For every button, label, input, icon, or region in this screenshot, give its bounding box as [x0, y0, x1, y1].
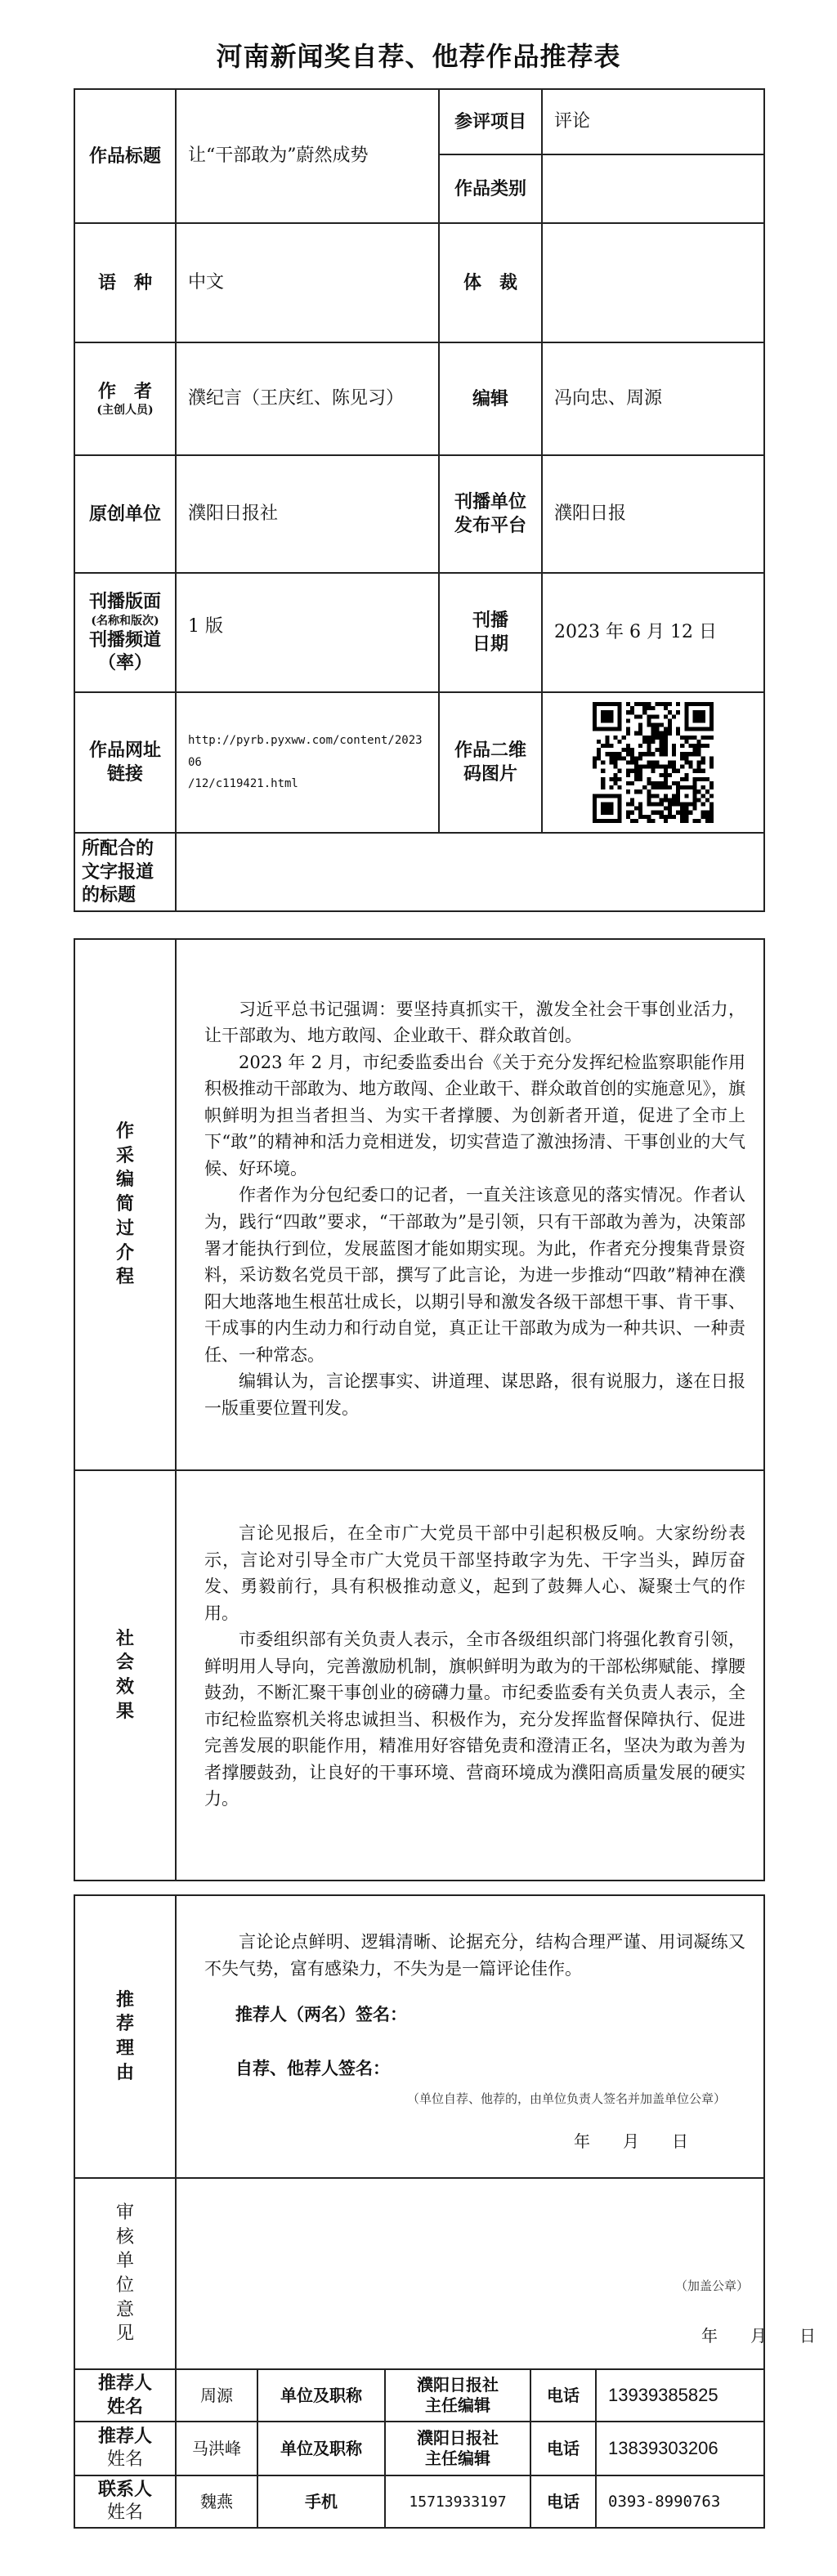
qr-code-icon [593, 702, 714, 823]
date-label-line2: 日期 [472, 633, 508, 655]
contact-mobile: 15713933197 [385, 2475, 530, 2528]
recommender2-label-line2: 姓名 [106, 2449, 143, 2470]
reason-note: （单位自荐、他荐的，由单位负责人签名并加盖单位公章） [406, 2091, 726, 2107]
url-label-line1: 作品网址 [88, 740, 161, 762]
recommender2-label [74, 2422, 176, 2475]
language-label: 语 种 [74, 223, 176, 342]
author-label-cell [74, 342, 176, 455]
process-content [176, 939, 764, 1470]
effect-label-cell [74, 1470, 176, 1881]
recommender1-label-line2: 姓名 [106, 2396, 143, 2417]
qr-label-line1: 作品二维 [454, 740, 526, 762]
origin-value: 濮阳日报社 [176, 455, 439, 573]
info-table [74, 88, 765, 912]
review-label-cell [74, 2178, 176, 2369]
url-value[interactable] [176, 692, 439, 833]
recommender1-label [74, 2369, 176, 2422]
review-seal: （加盖公章） [675, 2279, 750, 2293]
qr-label-line2: 码图片 [463, 763, 517, 785]
contact-name: 魏燕 [176, 2475, 257, 2528]
recommender2-unit-line1: 濮阳日报社 [417, 2428, 499, 2448]
genre-label: 体 裁 [439, 223, 542, 342]
self-recommender-sign: 自荐、他荐人签名： [235, 2058, 390, 2079]
work-title-value: 让“干部敢为”蔚然成势 [176, 89, 439, 223]
effect-label: 社会效果 [116, 1627, 135, 1722]
recommender1-unit [385, 2369, 530, 2422]
edition-label-line2: 刊播频道 [88, 628, 161, 651]
qr-cell [542, 692, 764, 833]
process-table [74, 938, 765, 1881]
review-date: 年 月 日 [701, 2326, 816, 2346]
effect-content [176, 1470, 764, 1881]
recommender1-label-line1: 推荐人 [97, 2373, 152, 2395]
contact-phone: 0393-8990763 [596, 2475, 764, 2528]
date-label-cell [439, 573, 542, 692]
date-value: 2023 年 6 月 12 日 [542, 573, 764, 692]
origin-label: 原创单位 [74, 455, 176, 573]
process-label-cell [74, 939, 176, 1470]
contact-label-line2: 姓名 [106, 2502, 143, 2523]
editor-label: 编辑 [439, 342, 542, 455]
page-title: 河南新闻奖自荐、他荐作品推荐表 [216, 41, 621, 72]
reason-label: 推荐理由 [116, 1988, 135, 2083]
publisher-label-line2: 发布平台 [454, 515, 526, 536]
recommender2-unit-label: 单位及职称 [257, 2422, 385, 2475]
editor-value: 冯向忠、周源 [542, 342, 764, 455]
reason-table [74, 1894, 816, 2370]
recommender1-unit-line1: 濮阳日报社 [417, 2375, 499, 2395]
contact-label-line1: 联系人 [97, 2479, 152, 2501]
recommender2-name: 马洪峰 [176, 2422, 257, 2475]
publisher-value: 濮阳日报 [542, 455, 764, 573]
reason-text: 言论论点鲜明、逻辑清晰、论据充分，结构合理严谨、用词凝练又不失气势，富有感染力，不失为是一篇评论佳作。 [204, 1932, 745, 1979]
contact-label [74, 2475, 176, 2528]
process-paragraph-3: 作者作为分包纪委口的记者，一直关注该意见的落实情况。作者认为，践行“四敢”要求，“干部敢为”是引领，只有干部敢为善为，决策部署才能执行到位，发展蓝图才能如期实现。为此，作者充分搜集背景资料，采访数名党员干部，撰写了此言论，为进一步推动“四敢”精神在濮阳大地落地生根茁壮成长，以期引导和激发各级干部想干事、肯干事、干成事的内生动力和行动自觉，真正让干部敢为成为一种共识、一种责任、一种常态。 [204, 1185, 745, 1365]
related-value [176, 833, 764, 911]
work-title-label: 作品标题 [74, 89, 176, 223]
reason-date: 年 月 日 [574, 2131, 688, 2152]
effect-paragraph-1: 言论见报后，在全市广大党员干部中引起积极反响。大家纷纷表示，言论对引导全市广大党员干部坚持敢字为先、干字当头，踔厉奋发、勇毅前行，具有积极推动意义，起到了鼓舞人心、凝聚士气的作用。 [204, 1523, 745, 1623]
edition-label-line3: （率） [97, 652, 152, 674]
contacts-table [74, 2368, 765, 2529]
recommender1-name: 周源 [176, 2369, 257, 2422]
genre-value [542, 223, 764, 342]
recommender2-phone-label: 电话 [530, 2422, 596, 2475]
entry-item-value: 评论 [542, 89, 764, 154]
effect-paragraph-2: 市委组织部有关负责人表示，全市各级组织部门将强化教育引领，鲜明用人导向，完善激励机制，旗帜鲜明为敢为的干部松绑赋能、撑腰鼓劲，不断汇聚干事创业的磅礴力量。市纪委监委有关负责人表示，全市纪检监察机关将忠诚担当、积极作为，充分发挥监督保障执行、促进完善发展的职能作用，精准用好容错免责和澄清正名，坚决为敢为善为者撑腰鼓劲，让良好的干事环境、营商环境成为濮阳高质量发展的硬实力。 [204, 1630, 745, 1809]
url-line-2[interactable]: /12/c119421.html [188, 777, 298, 791]
url-label-line2: 链接 [106, 763, 143, 785]
author-sublabel: (主创人员) [96, 404, 154, 418]
publisher-label-line1: 刊播单位 [454, 491, 526, 513]
recommender1-unit-line2: 主任编辑 [425, 2395, 490, 2415]
recommender1-phone-label: 电话 [530, 2369, 596, 2422]
date-label-line1: 刊播 [472, 610, 508, 632]
qr-label-cell [439, 692, 542, 833]
recommender2-unit [385, 2422, 530, 2475]
edition-label-cell [74, 573, 176, 692]
language-value: 中文 [176, 223, 439, 342]
entry-item-label: 参评项目 [439, 89, 542, 154]
recommender1-phone: 13939385825 [596, 2369, 764, 2422]
reason-content [176, 1895, 764, 2178]
url-label-cell [74, 692, 176, 833]
reason-label-cell [74, 1895, 176, 2178]
edition-label-sub: (名称和版次) [91, 614, 159, 628]
publisher-label-cell [439, 455, 542, 573]
recommender1-unit-label: 单位及职称 [257, 2369, 385, 2422]
author-label: 作 者 [97, 380, 152, 402]
edition-label-line1: 刊播版面 [88, 591, 161, 613]
contact-phone-label: 电话 [530, 2475, 596, 2528]
edition-value: 1 版 [176, 573, 439, 692]
process-paragraph-4: 编辑认为，言论摆事实、讲道理、谋思路，很有说服力，遂在日报一版重要位置刊发。 [204, 1371, 745, 1418]
recommender2-label-line1: 推荐人 [97, 2426, 152, 2448]
process-paragraph-1: 习近平总书记强调：要坚持真抓实干，激发全社会干事创业活力，让干部敢为、地方敢闯、企业敢干、群众敢首创。 [204, 999, 745, 1046]
category-label: 作品类别 [439, 154, 542, 223]
review-label: 审核单位意见 [116, 2202, 135, 2345]
process-paragraph-2: 2023 年 2 月，市纪委监委出台《关于充分发挥纪检监察职能作用 积极推动干部敢为、地方敢闯、企业敢干、群众敢首创的实施意见》，旗帜鲜明为担当者担当、为实干者撑腰、为创新者开道，促进了全市上下“敢”的精神和活力竞相迸发，切实营造了激浊扬清、干事创业的大气候、好环境。 [204, 1052, 745, 1178]
contact-mobile-label: 手机 [257, 2475, 385, 2528]
url-line-1[interactable]: http://pyrb.pyxww.com/content/202306 [188, 734, 423, 769]
process-label: 作采编简过介程 [116, 1120, 135, 1288]
review-content [176, 2178, 816, 2369]
recommender2-phone: 13839303206 [596, 2422, 764, 2475]
recommender2-unit-line2: 主任编辑 [425, 2449, 490, 2468]
recommender-two-sign: 推荐人（两名）签名： [235, 2004, 407, 2025]
related-label: 所配合的文字报道的标题 [74, 833, 176, 911]
category-value [542, 154, 764, 223]
author-value: 濮纪言（王庆红、陈见习） [176, 342, 439, 455]
